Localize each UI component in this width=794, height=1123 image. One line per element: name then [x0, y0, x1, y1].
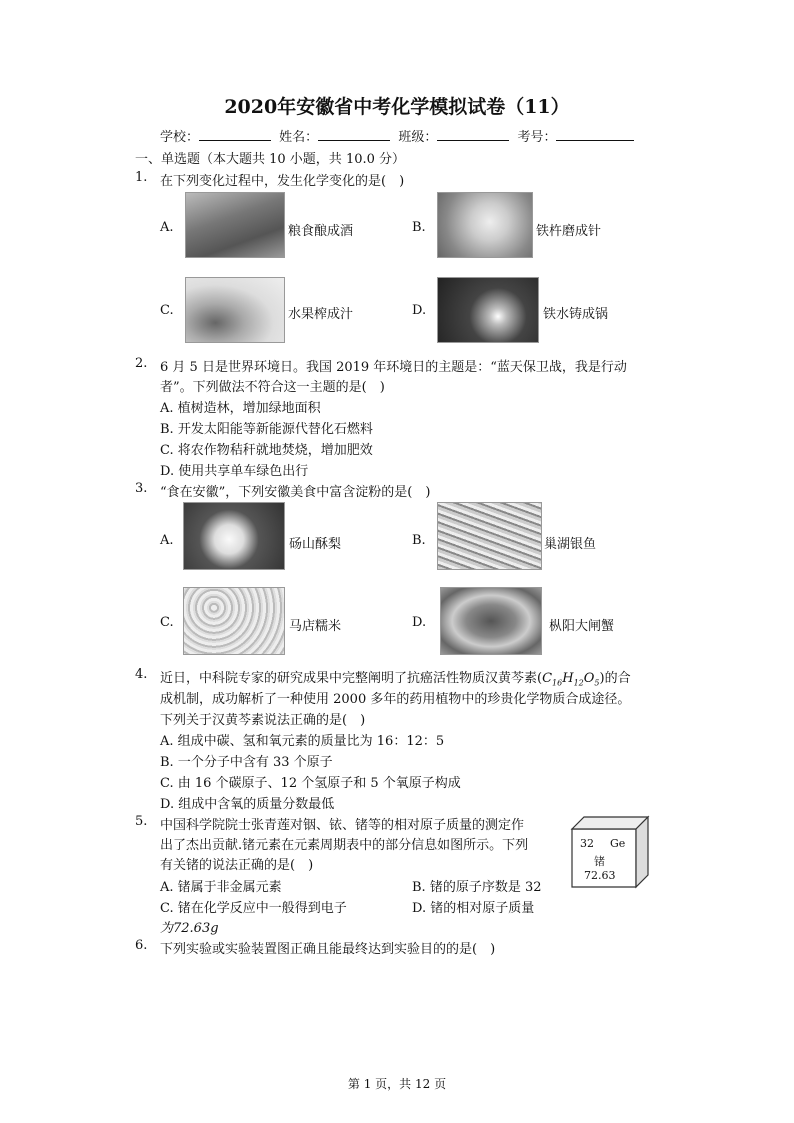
q5-option-d-cont: 为72.63g — [160, 921, 219, 936]
q1-option-a-letter: A. — [160, 220, 174, 235]
q1-option-c-image — [185, 277, 285, 343]
q4-option-a: A. 组成中碳、氢和氧元素的质量比为 16：12：5 — [160, 734, 445, 749]
q2-option-c: C. 将农作物秸秆就地焚烧，增加肥效 — [160, 443, 373, 458]
q3-option-d-letter: D. — [412, 615, 427, 630]
q5-option-d: D. 锗的相对原子质量 — [412, 901, 535, 916]
page-footer: 第 1 页，共 12 页 — [347, 1077, 447, 1091]
q1-option-d-letter: D. — [412, 303, 427, 318]
q1-option-b-text: 铁杵磨成针 — [536, 224, 602, 239]
q5-line-1: 中国科学院院士张青莲对铟、铱、锗等的相对原子质量的测定作 — [160, 818, 525, 833]
q3-option-b-image — [437, 502, 542, 570]
q3-number: 3. — [135, 481, 148, 496]
element-number: 32 — [580, 837, 594, 850]
q1-option-a-image — [185, 192, 285, 258]
class-label: 班级： — [398, 130, 438, 145]
class-blank — [437, 127, 509, 141]
q3-option-c-text: 马店糯米 — [289, 619, 342, 634]
q2-option-d: D. 使用共享单车绿色出行 — [160, 464, 309, 479]
q2-line-2: 者”。下列做法不符合这一主题的是( ) — [160, 380, 385, 395]
page-title: 2020年安徽省中考化学模拟试卷（11） — [224, 96, 570, 118]
q3-text: “食在安徽”，下列安徽美食中富含淀粉的是( ) — [160, 485, 431, 500]
q5-number: 5. — [135, 814, 148, 829]
q4-number: 4. — [135, 667, 148, 682]
q1-option-d-image — [437, 277, 539, 343]
q4-option-b: B. 一个分子中含有 33 个原子 — [160, 755, 333, 770]
germanium-element-card — [570, 815, 650, 887]
element-name: 锗 — [594, 855, 605, 868]
q3-option-a-text: 砀山酥梨 — [289, 537, 342, 552]
q1-text: 在下列变化过程中，发生化学变化的是( ) — [160, 174, 405, 189]
q6-number: 6. — [135, 938, 148, 953]
q4-line-1-start: 近日，中科院专家的研究成果中完整阐明了抗癌活性物质汉黄芩素( — [160, 671, 543, 686]
element-symbol: Ge — [610, 837, 626, 850]
q5-option-c: C. 锗在化学反应中一般得到电子 — [160, 901, 347, 916]
q4-line-3: 下列关于汉黄芩素说法正确的是( ) — [160, 713, 366, 728]
q2-option-a: A. 植树造林，增加绿地面积 — [160, 401, 321, 416]
q2-option-b: B. 开发太阳能等新能源代替化石燃料 — [160, 422, 373, 437]
q3-option-b-text: 巢湖银鱼 — [544, 537, 597, 552]
name-blank — [318, 127, 390, 141]
q4-formula: $C_{16}H_{12}O_5$ — [542, 671, 600, 688]
q1-option-a-text: 粮食酿成酒 — [288, 224, 354, 239]
q4-line-2: 成机制，成功解析了一种使用 2000 多年的药用植物中的珍贵化学物质合成途径。 — [160, 692, 631, 707]
q3-option-c-letter: C. — [160, 615, 174, 630]
q2-number: 2. — [135, 356, 148, 371]
q3-option-d-image — [440, 587, 542, 655]
q3-option-d-text: 枞阳大闸蟹 — [549, 619, 615, 634]
element-mass: 72.63 — [584, 869, 616, 882]
student-info-line — [160, 126, 638, 145]
q1-number: 1. — [135, 170, 148, 185]
q5-option-a: A. 锗属于非金属元素 — [160, 880, 282, 895]
q1-option-d-text: 铁水铸成锅 — [543, 307, 609, 322]
q1-option-b-image — [437, 192, 533, 258]
q1-option-b-letter: B. — [412, 220, 426, 235]
q4-option-d: D. 组成中含氧的质量分数最低 — [160, 797, 335, 812]
q4-line-1 — [160, 667, 631, 688]
q3-option-a-image — [183, 502, 285, 570]
q6-text: 下列实验或实验装置图正确且能最终达到实验目的的是( ) — [160, 942, 496, 957]
q5-line-3: 有关锗的说法正确的是( ) — [160, 858, 314, 873]
q3-option-c-image — [183, 587, 285, 655]
exam-no-label: 考号： — [517, 130, 557, 145]
school-blank — [199, 127, 271, 141]
q5-option-b: B. 锗的原子序数是 32 — [412, 880, 542, 895]
q4-line-1-end: )的合 — [599, 671, 631, 686]
exam-no-blank — [556, 127, 634, 141]
section-heading: 一、单选题（本大题共 10 小题，共 10.0 分） — [135, 152, 406, 167]
q4-option-c: C. 由 16 个碳原子、12 个氢原子和 5 个氧原子构成 — [160, 776, 461, 791]
name-label: 姓名： — [279, 130, 319, 145]
q3-option-b-letter: B. — [412, 533, 426, 548]
q1-option-c-text: 水果榨成汁 — [288, 307, 354, 322]
q3-option-a-letter: A. — [160, 533, 174, 548]
q2-line-1: 6 月 5 日是世界环境日。我国 2019 年环境日的主题是：“蓝天保卫战，我是行动 — [160, 360, 627, 375]
q5-line-2: 出了杰出贡献.锗元素在元素周期表中的部分信息如图所示。下列 — [160, 838, 529, 853]
school-label: 学校： — [160, 130, 200, 145]
q1-option-c-letter: C. — [160, 303, 174, 318]
